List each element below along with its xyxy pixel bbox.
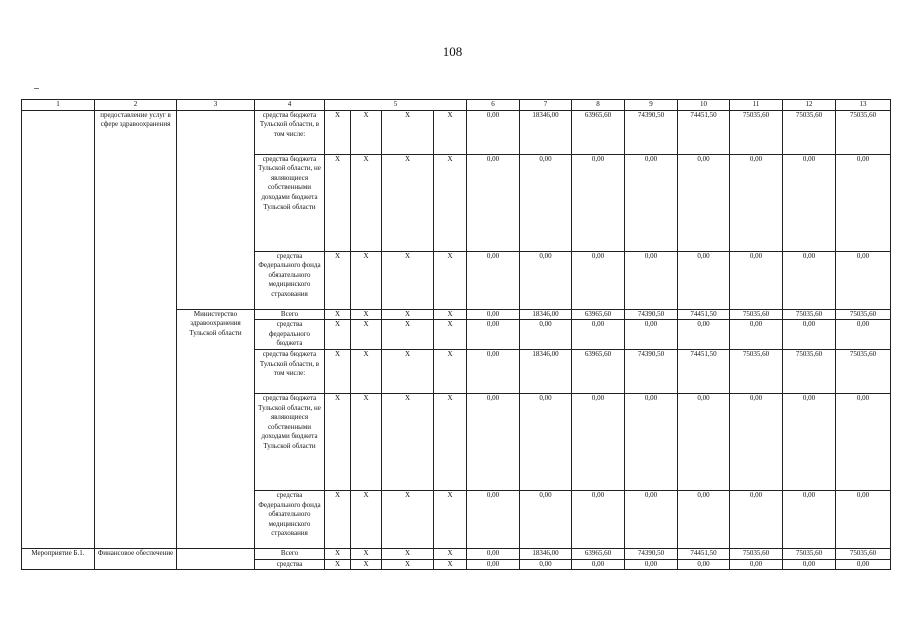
value-cell: 0,00 bbox=[730, 490, 783, 548]
x-cell: X bbox=[382, 490, 434, 548]
value-cell: 0,00 bbox=[625, 559, 678, 570]
value-cell: 75035,60 bbox=[836, 548, 891, 559]
value-cell: 0,00 bbox=[836, 393, 891, 490]
col-number: 8 bbox=[572, 100, 625, 111]
value-cell: 0,00 bbox=[467, 393, 520, 490]
value-cell: 0,00 bbox=[572, 154, 625, 251]
value-cell: 0,00 bbox=[730, 559, 783, 570]
x-cell: X bbox=[351, 309, 382, 320]
value-cell: 0,00 bbox=[467, 251, 520, 309]
value-cell: 63965,60 bbox=[572, 110, 625, 154]
value-cell: 0,00 bbox=[783, 320, 836, 350]
value-cell: 0,00 bbox=[678, 251, 730, 309]
col-number: 10 bbox=[678, 100, 730, 111]
x-cell: X bbox=[434, 309, 467, 320]
value-cell: 63965,60 bbox=[572, 349, 625, 393]
col-number: 1 bbox=[22, 100, 95, 111]
value-cell: 74451,50 bbox=[678, 110, 730, 154]
value-cell: 74390,50 bbox=[625, 349, 678, 393]
value-cell: 0,00 bbox=[520, 154, 572, 251]
value-cell: 0,00 bbox=[730, 251, 783, 309]
x-cell: X bbox=[351, 110, 382, 154]
value-cell: 0,00 bbox=[467, 349, 520, 393]
x-cell: X bbox=[351, 393, 382, 490]
source-cell: средства бюджета Тульской области, в том числе: bbox=[255, 349, 325, 393]
x-cell: X bbox=[351, 349, 382, 393]
value-cell: 0,00 bbox=[625, 320, 678, 350]
measure-name: Финансовое обеспечение bbox=[95, 548, 177, 569]
x-cell: X bbox=[434, 320, 467, 350]
x-cell: X bbox=[382, 110, 434, 154]
x-cell: X bbox=[325, 110, 351, 154]
x-cell: X bbox=[351, 154, 382, 251]
value-cell: 75035,60 bbox=[783, 309, 836, 320]
source-cell: Всего bbox=[255, 309, 325, 320]
source-cell: средства бюджета Тульской области, не являющиеся собственными доходами бюджета Тульской области bbox=[255, 393, 325, 490]
value-cell: 0,00 bbox=[783, 251, 836, 309]
x-cell: X bbox=[382, 320, 434, 350]
value-cell: 75035,60 bbox=[730, 110, 783, 154]
value-cell: 0,00 bbox=[625, 154, 678, 251]
value-cell: 0,00 bbox=[678, 559, 730, 570]
col-number: 12 bbox=[783, 100, 836, 111]
col-number: 4 bbox=[255, 100, 325, 111]
value-cell: 75035,60 bbox=[836, 110, 891, 154]
x-cell: X bbox=[382, 559, 434, 570]
x-cell: X bbox=[434, 251, 467, 309]
x-cell: X bbox=[434, 393, 467, 490]
value-cell: 18346,00 bbox=[520, 548, 572, 559]
col-number: 5 bbox=[325, 100, 467, 111]
margin-mark bbox=[34, 88, 39, 89]
value-cell: 0,00 bbox=[625, 251, 678, 309]
value-cell: 0,00 bbox=[730, 154, 783, 251]
col2-cell: предоставление услуг в сфере здравоохранения bbox=[95, 110, 177, 548]
col-number: 3 bbox=[177, 100, 255, 111]
value-cell: 0,00 bbox=[572, 251, 625, 309]
value-cell: 75035,60 bbox=[836, 349, 891, 393]
source-cell: средства bbox=[255, 559, 325, 570]
value-cell: 0,00 bbox=[467, 559, 520, 570]
x-cell: X bbox=[382, 251, 434, 309]
x-cell: X bbox=[434, 490, 467, 548]
col-number: 2 bbox=[95, 100, 177, 111]
value-cell: 74390,50 bbox=[625, 110, 678, 154]
value-cell: 75035,60 bbox=[783, 110, 836, 154]
value-cell: 0,00 bbox=[678, 320, 730, 350]
value-cell: 75035,60 bbox=[730, 349, 783, 393]
value-cell: 0,00 bbox=[467, 490, 520, 548]
value-cell: 0,00 bbox=[467, 309, 520, 320]
x-cell: X bbox=[351, 320, 382, 350]
value-cell: 18346,00 bbox=[520, 110, 572, 154]
header-row bbox=[22, 100, 891, 111]
col1-cell-empty bbox=[22, 110, 95, 548]
value-cell: 0,00 bbox=[836, 251, 891, 309]
x-cell: X bbox=[351, 559, 382, 570]
value-cell: 74390,50 bbox=[625, 548, 678, 559]
value-cell: 0,00 bbox=[625, 490, 678, 548]
value-cell: 74390,50 bbox=[625, 309, 678, 320]
budget-table bbox=[21, 99, 891, 570]
x-cell: X bbox=[351, 490, 382, 548]
value-cell: 0,00 bbox=[467, 320, 520, 350]
value-cell: 63965,60 bbox=[572, 548, 625, 559]
value-cell: 0,00 bbox=[467, 110, 520, 154]
x-cell: X bbox=[325, 490, 351, 548]
value-cell: 0,00 bbox=[836, 154, 891, 251]
value-cell: 18346,00 bbox=[520, 309, 572, 320]
x-cell: X bbox=[382, 154, 434, 251]
x-cell: X bbox=[382, 309, 434, 320]
ministry-cell: Министерство здравоохранения Тульской области bbox=[177, 309, 255, 548]
col-number: 13 bbox=[836, 100, 891, 111]
x-cell: X bbox=[434, 154, 467, 251]
value-cell: 0,00 bbox=[572, 320, 625, 350]
value-cell: 0,00 bbox=[572, 490, 625, 548]
x-cell: X bbox=[382, 393, 434, 490]
source-cell: средства бюджета Тульской области, не являющиеся собственными доходами бюджета Тульской области bbox=[255, 154, 325, 251]
source-cell: средства Федерального фонда обязательного медицинского страхования bbox=[255, 490, 325, 548]
x-cell: X bbox=[434, 559, 467, 570]
col3-cell-empty bbox=[177, 548, 255, 569]
value-cell: 0,00 bbox=[520, 320, 572, 350]
x-cell: X bbox=[325, 559, 351, 570]
value-cell: 0,00 bbox=[836, 559, 891, 570]
col-number: 6 bbox=[467, 100, 520, 111]
value-cell: 0,00 bbox=[572, 559, 625, 570]
col-number: 9 bbox=[625, 100, 678, 111]
value-cell: 63965,60 bbox=[572, 309, 625, 320]
value-cell: 0,00 bbox=[520, 251, 572, 309]
x-cell: X bbox=[325, 320, 351, 350]
x-cell: X bbox=[325, 349, 351, 393]
col-number: 11 bbox=[730, 100, 783, 111]
source-cell: Всего bbox=[255, 548, 325, 559]
value-cell: 0,00 bbox=[783, 559, 836, 570]
value-cell: 0,00 bbox=[730, 393, 783, 490]
value-cell: 75035,60 bbox=[783, 548, 836, 559]
value-cell: 74451,50 bbox=[678, 309, 730, 320]
source-cell: средства бюджета Тульской области, в том числе: bbox=[255, 110, 325, 154]
col-number: 7 bbox=[520, 100, 572, 111]
value-cell: 0,00 bbox=[520, 559, 572, 570]
measure-label: Мероприятие Б.1. bbox=[22, 548, 95, 569]
source-cell: средства Федерального фонда обязательного медицинского страхования bbox=[255, 251, 325, 309]
value-cell: 0,00 bbox=[467, 154, 520, 251]
x-cell: X bbox=[325, 393, 351, 490]
x-cell: X bbox=[325, 309, 351, 320]
page-number: 108 bbox=[442, 44, 463, 59]
value-cell: 0,00 bbox=[467, 548, 520, 559]
value-cell: 0,00 bbox=[783, 490, 836, 548]
value-cell: 0,00 bbox=[783, 154, 836, 251]
value-cell: 75035,60 bbox=[836, 309, 891, 320]
value-cell: 74451,50 bbox=[678, 548, 730, 559]
x-cell: X bbox=[325, 251, 351, 309]
table-row bbox=[22, 548, 891, 559]
table-row bbox=[22, 110, 891, 154]
value-cell: 0,00 bbox=[520, 393, 572, 490]
x-cell: X bbox=[351, 548, 382, 559]
x-cell: X bbox=[434, 548, 467, 559]
value-cell: 0,00 bbox=[783, 393, 836, 490]
value-cell: 0,00 bbox=[625, 393, 678, 490]
x-cell: X bbox=[434, 110, 467, 154]
x-cell: X bbox=[351, 251, 382, 309]
value-cell: 75035,60 bbox=[730, 548, 783, 559]
value-cell: 0,00 bbox=[836, 490, 891, 548]
value-cell: 18346,00 bbox=[520, 349, 572, 393]
source-cell: средства федерального бюджета bbox=[255, 320, 325, 350]
value-cell: 0,00 bbox=[678, 490, 730, 548]
value-cell: 0,00 bbox=[520, 490, 572, 548]
value-cell: 75035,60 bbox=[783, 349, 836, 393]
x-cell: X bbox=[434, 349, 467, 393]
value-cell: 0,00 bbox=[572, 393, 625, 490]
value-cell: 74451,50 bbox=[678, 349, 730, 393]
col3-cell-empty bbox=[177, 110, 255, 309]
value-cell: 0,00 bbox=[678, 393, 730, 490]
x-cell: X bbox=[325, 154, 351, 251]
value-cell: 0,00 bbox=[836, 320, 891, 350]
value-cell: 0,00 bbox=[730, 320, 783, 350]
x-cell: X bbox=[382, 548, 434, 559]
value-cell: 0,00 bbox=[678, 154, 730, 251]
x-cell: X bbox=[382, 349, 434, 393]
value-cell: 75035,60 bbox=[730, 309, 783, 320]
x-cell: X bbox=[325, 548, 351, 559]
